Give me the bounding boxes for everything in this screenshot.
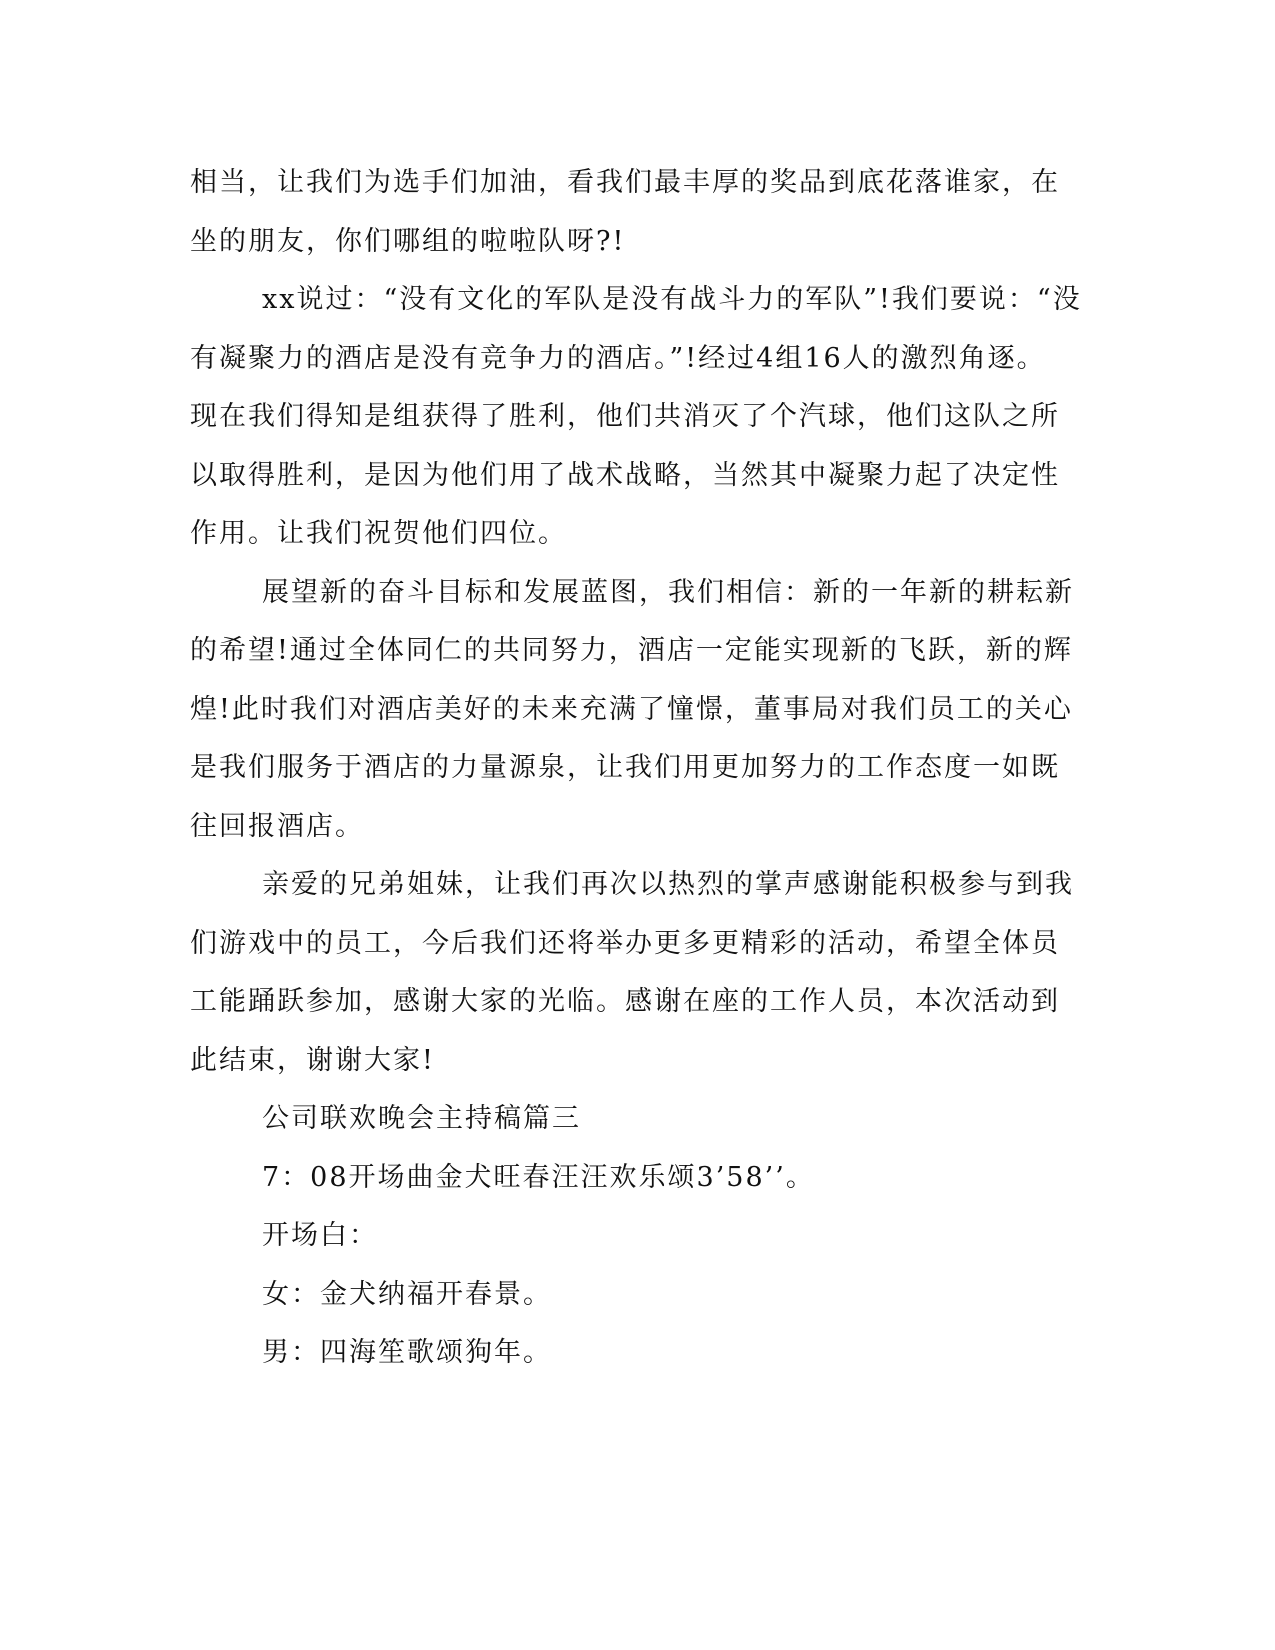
section-heading: 公司联欢晚会主持稿篇三 — [262, 1103, 581, 1134]
body-text-line: 坐的朋友，你们哪组的啦啦队呀?! — [190, 226, 626, 257]
schedule-line: 7：08开场曲金犬旺春汪汪欢乐颂3’58’’。 — [262, 1162, 815, 1193]
body-text-line: 作用。让我们祝贺他们四位。 — [190, 518, 567, 549]
body-text-line: xx说过：“没有文化的军队是没有战斗力的军队”!我们要说：“没 — [262, 284, 1082, 315]
dialogue-line: 女：金犬纳福开春景。 — [262, 1279, 552, 1310]
body-text-line: 展望新的奋斗目标和发展蓝图，我们相信：新的一年新的耕耘新 — [262, 577, 1074, 608]
body-text-line: 的希望!通过全体同仁的共同努力，酒店一定能实现新的飞跃，新的辉 — [190, 635, 1073, 666]
body-text-line: 有凝聚力的酒店是没有竞争力的酒店。”!经过4组16人的激烈角逐。 — [190, 343, 1046, 374]
body-text-line: 相当，让我们为选手们加油，看我们最丰厚的奖品到底花落谁家，在 — [190, 167, 1060, 198]
body-text-line: 亲爱的兄弟姐妹，让我们再次以热烈的掌声感谢能积极参与到我 — [262, 869, 1074, 900]
body-text-line: 们游戏中的员工，今后我们还将举办更多更精彩的活动，希望全体员 — [190, 928, 1060, 959]
body-text-line: 开场白： — [262, 1220, 378, 1251]
body-text-line: 往回报酒店。 — [190, 811, 364, 842]
body-text-line: 此结束，谢谢大家! — [190, 1045, 435, 1076]
body-text-line: 以取得胜利，是因为他们用了战术战略，当然其中凝聚力起了决定性 — [190, 460, 1060, 491]
body-text-line: 是我们服务于酒店的力量源泉，让我们用更加努力的工作态度一如既 — [190, 752, 1060, 783]
dialogue-line: 男：四海笙歌颂狗年。 — [262, 1337, 552, 1368]
body-text-line: 现在我们得知是组获得了胜利，他们共消灭了个汽球，他们这队之所 — [190, 401, 1060, 432]
body-text-line: 工能踊跃参加，感谢大家的光临。感谢在座的工作人员，本次活动到 — [190, 986, 1060, 1017]
body-text-line: 煌!此时我们对酒店美好的未来充满了憧憬，董事局对我们员工的关心 — [190, 694, 1073, 725]
